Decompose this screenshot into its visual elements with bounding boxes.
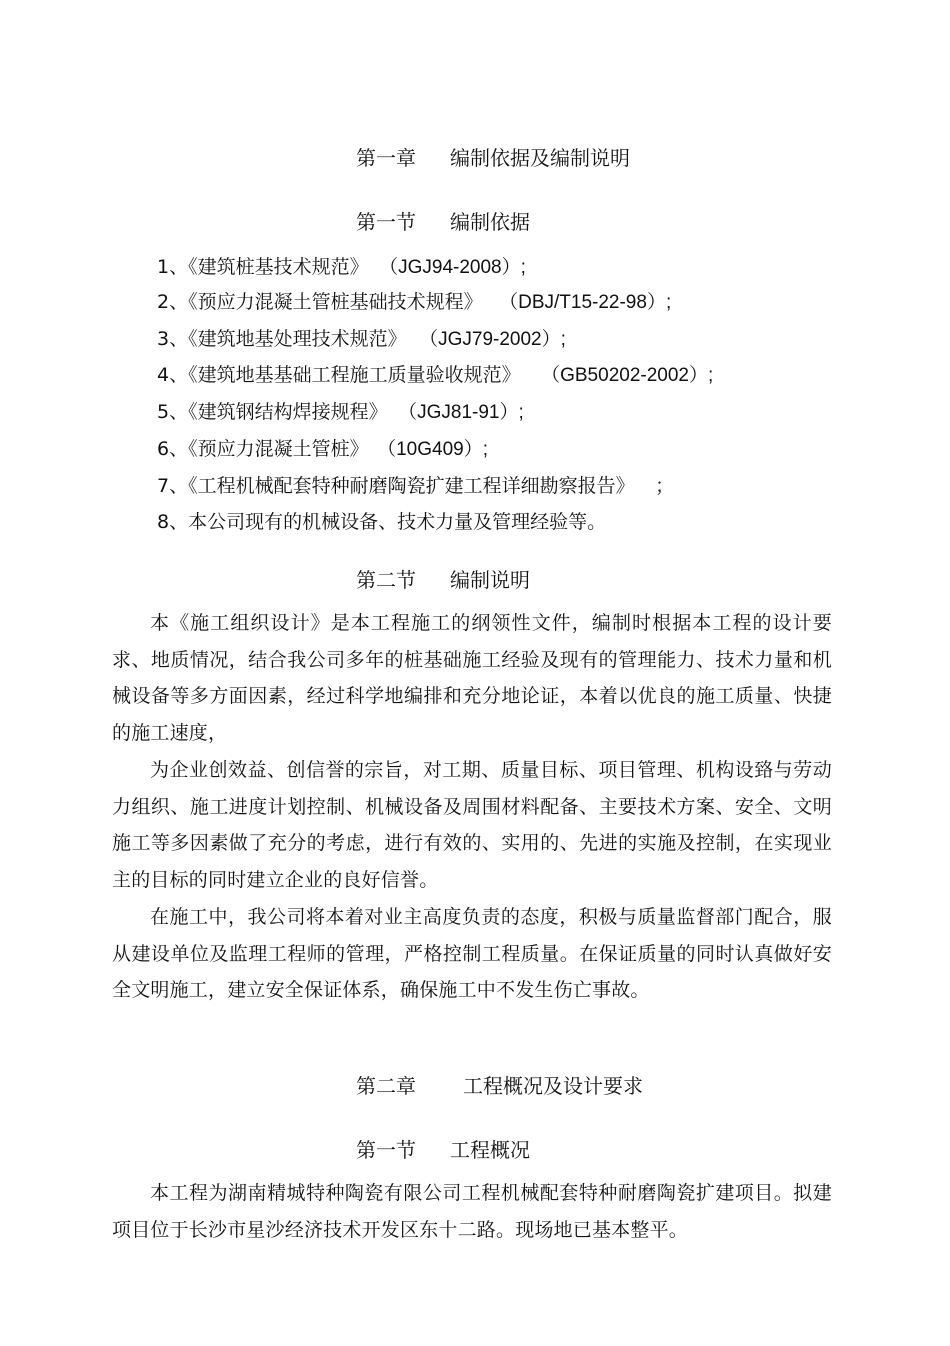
reference-item-8 [157, 507, 606, 538]
reference-name: 《工程机械配套特种耐磨陶瓷扩建工程详细勘察报告》 [188, 475, 626, 497]
reference-item-4 [157, 360, 713, 391]
reference-item-7 [157, 471, 674, 502]
reference-code: （JGJ81-91）; [407, 402, 524, 423]
reference-index: 4、 [157, 364, 189, 386]
reference-index: 8、 [157, 511, 189, 533]
reference-code: （JGJ79-2002）; [428, 329, 566, 350]
reference-index: 3、 [157, 328, 189, 350]
chapter-2-title: 工程概况及设计要求 [463, 1074, 643, 1098]
reference-index: 7、 [157, 475, 189, 497]
section-1-1-number: 第一节 [356, 210, 416, 234]
reference-item-2 [157, 287, 671, 318]
overview-paragraph-1: 本工程为湖南精城特种陶瓷有限公司工程机械配套特种耐磨陶瓷扩建项目。拟建项目位于长沙市星沙经济技术开发区东十二路。现场地已基本整平。 [112, 1182, 832, 1241]
reference-item-1 [157, 252, 526, 283]
explanation-paragraph-1: 本《施工组织设计》是本工程施工的纲领性文件，编制时根据本工程的设计要求、地质情况，结合我公司多年的桩基础施工经验及现有的管理能力、技术力量和机械设备等多方面因素，经过科学地编排和充分地论证，本着以优良的施工质量、快捷的施工速度， [112, 612, 832, 744]
section-1-1-title: 编制依据 [450, 210, 530, 234]
section-2-1-number: 第一节 [356, 1138, 416, 1162]
reference-item-6 [157, 434, 488, 465]
chapter-1-title: 编制依据及编制说明 [450, 146, 630, 170]
reference-name: 《预应力混凝土管桩》 [188, 438, 369, 460]
reference-code: （DBJ/T15-22-98）; [508, 292, 672, 313]
reference-item-3 [157, 324, 566, 355]
reference-code: （10G409）; [386, 439, 489, 460]
reference-name: 《预应力混凝土管桩基础技术规程》 [188, 291, 483, 313]
reference-index: 5、 [157, 401, 189, 423]
reference-index: 2、 [157, 291, 189, 313]
reference-name: 《建筑钢结构焊接规程》 [188, 401, 388, 423]
chapter-2-number: 第二章 [356, 1074, 416, 1098]
reference-name: 本公司现有的机械设备、技术力量及管理经验等。 [188, 511, 607, 533]
reference-index: 1、 [157, 256, 189, 278]
section-1-2-number: 第二节 [356, 568, 416, 592]
explanation-paragraph-2: 为企业创效益、创信誉的宗旨，对工期、质量目标、项目管理、机构设臵与劳动力组织、施工进度计划控制、机械设备及周围材料配备、主要技术方案、安全、文明施工等多因素做了充分的考虑，进行有效的、实用的、先进的实施及控制，在实现业主的目标的同时建立企业的良好信誉。 [112, 759, 832, 891]
section-1-2-title: 编制说明 [450, 568, 530, 592]
explanation-paragraph-3: 在施工中，我公司将本着对业主高度负责的态度，积极与质量监督部门配合，服从建设单位及监理工程师的管理，严格控制工程质量。在保证质量的同时认真做好安全文明施工，建立安全保证体系，确保施工中不发生伤亡事故。 [112, 906, 832, 1002]
section-2-1-title: 工程概况 [450, 1138, 530, 1162]
reference-index: 6、 [157, 438, 189, 460]
reference-code: （JGJ94-2008）; [388, 257, 526, 278]
reference-name: 《建筑桩基技术规范》 [188, 256, 369, 278]
reference-code: ； [655, 476, 675, 497]
reference-name: 《建筑地基处理技术规范》 [188, 328, 407, 350]
reference-item-5 [157, 397, 524, 428]
reference-name: 《建筑地基基础工程施工质量验收规范》 [188, 364, 521, 386]
reference-code: （GB50202-2002）; [550, 365, 714, 386]
chapter-1-number: 第一章 [356, 146, 416, 170]
